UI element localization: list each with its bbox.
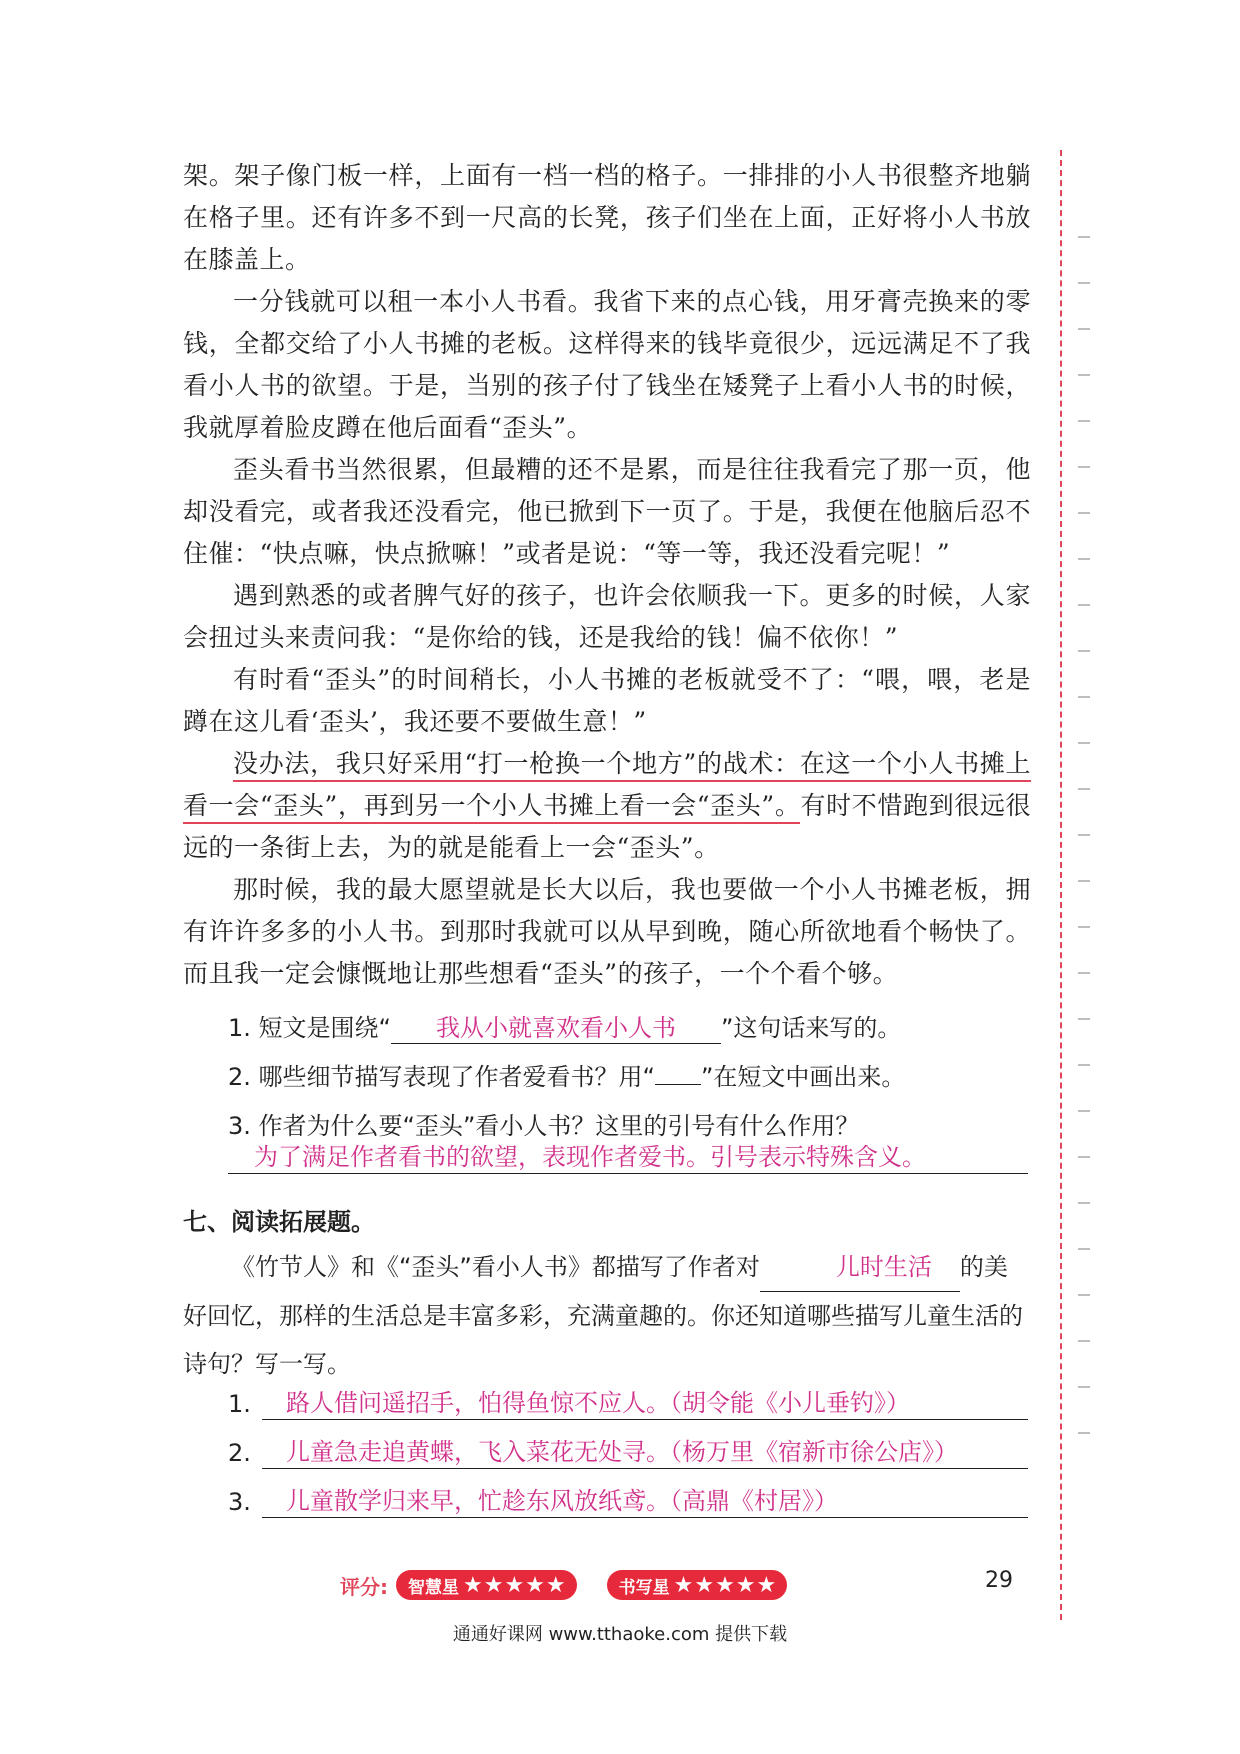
score-label: 评分: [340, 1574, 388, 1599]
wisdom-star-badge: 智慧星 ★★★★★ [396, 1570, 577, 1600]
margin-ticks [1078, 236, 1090, 1478]
dashed-margin-line [1060, 150, 1062, 1620]
question-2: 2. 哪些细节描写表现了作者爱看书？用“ ”在短文中画出来。 [228, 1057, 905, 1092]
writing-star-badge: 书写星 ★★★★★ [607, 1570, 788, 1600]
passage-paragraph: 遇到熟悉的或者脾气好的孩子，也许会依顺我一下。更多的时候，人家会扭过头来责问我：“是你给的钱，还是我给的钱！偏不依你！” [183, 581, 1031, 652]
answer-q1: 我从小就喜欢看小人书 [391, 1008, 721, 1044]
question-3: 3. 作者为什么要“歪头”看小人书？这里的引号有什么作用？ [228, 1112, 860, 1140]
page-number: 29 [985, 1568, 1013, 1593]
section-7-prompt: 《竹节人》和《“歪头”看小人书》都描写了作者对 儿时生活 的美好回忆，那样的生活总是丰富多彩，充满童趣的。你还知道哪些描写儿童生活的诗句？写一写。 [183, 1243, 1031, 1388]
passage-paragraph: 那时候，我的最大愿望就是长大以后，我也要做一个小人书摊老板，拥有许许多多的小人书。到那时我就可以从早到晚，随心所欲地看个畅快了。而且我一定会慷慨地让那些想看“歪头”的孩子，一个个看个够。 [183, 875, 1031, 988]
passage-text: 有时不惜跑到很远很远的一条街上去，为的就是能看上一会“歪头”。 [183, 791, 1031, 862]
passage-paragraph [183, 743, 1031, 869]
underlined-detail: 没办法，我只好采用“打一枪换一个地方”的战术：在这一个小人书摊上看一会“歪头”，再到另一个小人书摊上看一会“歪头”。 [183, 749, 1031, 824]
poem-answer-2: 儿童急走追黄蝶，飞入菜花无处寻。（杨万里《宿新市徐公店》） [262, 1435, 1028, 1469]
score-bar [340, 1568, 787, 1602]
poem-item-2: 2. [228, 1439, 251, 1467]
passage-paragraph: 一分钱就可以租一本小人书看。我省下来的点心钱，用牙膏壳换来的零钱，全都交给了小人书摊的老板。这样得来的钱毕竟很少，远远满足不了我看小人书的欲望。于是，当别的孩子付了钱坐在矮凳子上看小人书的时候，我就厚着脸皮蹲在他后面看“歪头”。 [183, 287, 1031, 442]
question-1: 1. 短文是围绕“ 我从小就喜欢看小人书 ”这句话来写的。 [228, 1008, 901, 1044]
poem-item-3: 3. [228, 1488, 251, 1516]
passage-paragraph: 歪头看书当然很累，但最糟的还不是累，而是往往我看完了那一页，他却没看完，或者我还没看完，他已掀到下一页了。于是，我便在他脑后忍不住催：“快点嘛，快点掀嘛！”或者是说：“等一等，我还没看完呢！” [183, 455, 1031, 568]
star-icon: ★★★★★ [673, 1572, 778, 1598]
star-icon: ★★★★★ [463, 1572, 567, 1598]
answer-blank-childhood: 儿时生活 [760, 1243, 960, 1292]
passage-paragraph: 有时看“歪头”的时间稍长，小人书摊的老板就受不了：“喂，喂，老是蹲在这儿看‘歪头’，我还要不要做生意！” [183, 665, 1031, 736]
passage-paragraph: 架。架子像门板一样，上面有一档一档的格子。一排排的小人书很整齐地躺在格子里。还有许多不到一尺高的长凳，孩子们坐在上面，正好将小人书放在膝盖上。 [183, 161, 1031, 274]
download-watermark: 通通好课网 www.tthaoke.com 提供下载 [452, 1624, 788, 1645]
answer-q3: 为了满足作者看书的欲望，表现作者爱书。引号表示特殊含义。 [228, 1140, 1028, 1174]
poem-item-1: 1. [228, 1390, 251, 1418]
section-title: 七、阅读拓展题。 [183, 1208, 375, 1236]
poem-answer-3: 儿童散学归来早，忙趁东风放纸鸢。（高鼎《村居》） [262, 1484, 1028, 1518]
reading-passage [183, 155, 1031, 995]
poem-answer-1: 路人借问遥招手，怕得鱼惊不应人。（胡令能《小儿垂钓》） [262, 1386, 1028, 1420]
underline-symbol [655, 1060, 701, 1085]
